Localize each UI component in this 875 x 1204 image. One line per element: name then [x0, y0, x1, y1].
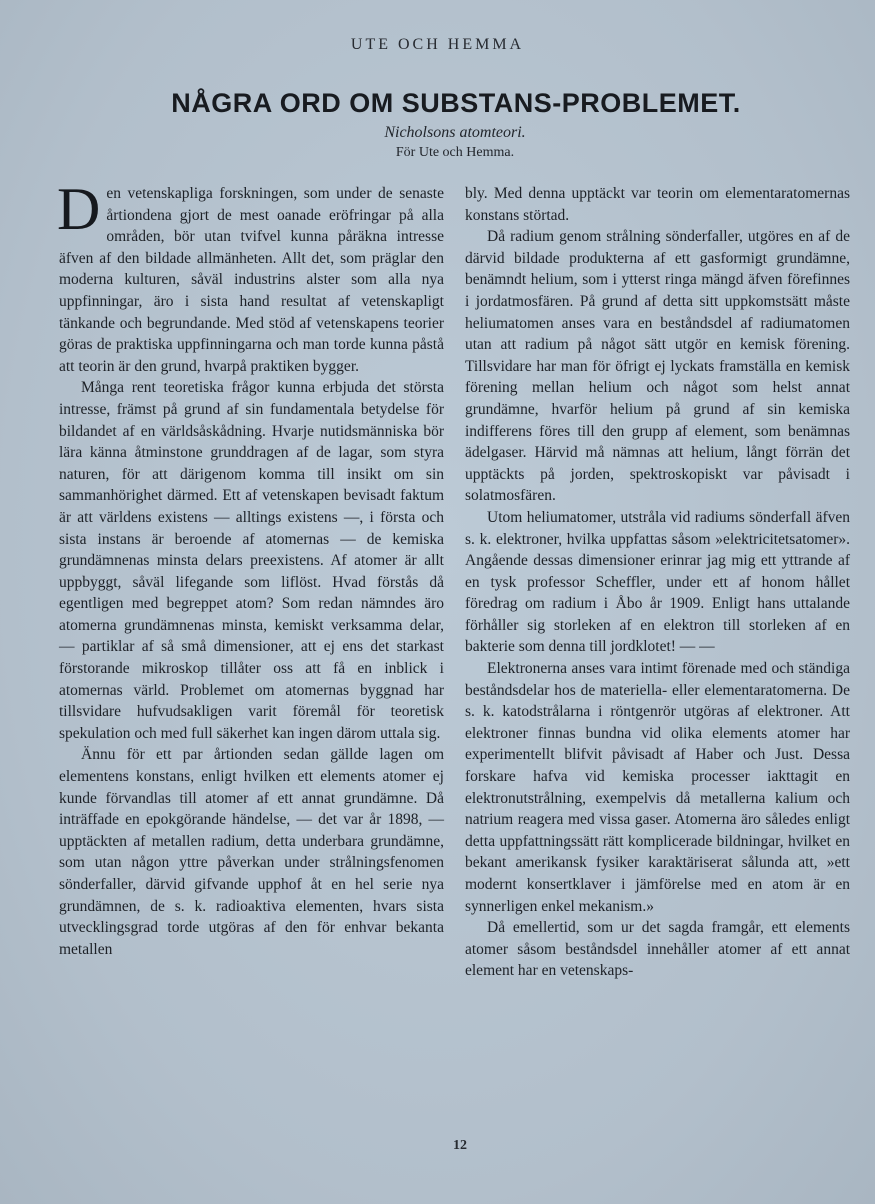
- paragraph: Ännu för ett par årtionden sedan gällde lagen om elementens konstans, enligt hvilken ett elements atomer ej kunde förvandlas till atomer af ett annat grundämne. Då inträffade en epokgörande händelse, — det var år 1898, — upptäckten af metallen radium, detta underbara grundämne, som utan någon yttre påverkan under strålningsfenomen sönderfaller, därvid gifvande upphof åt en hel serie nya grundämnen, de s. k. radioaktiva elementen, hvars sista utvecklingsgrad torde utgöras af den för enhvar bekanta metallen: [59, 746, 444, 958]
- article-title: NÅGRA ORD OM SUBSTANS-PROBLEMET.: [171, 88, 741, 118]
- article-byline: För Ute och Hemma.: [395, 145, 515, 160]
- paragraph: Då radium genom strålning sönderfaller, utgöres en af de därvid bildade produkterna af ett gasformigt grundämne, benämndt helium, som i ytterst ringa mängd äfven förefinnes i jordatmosfären. På grund af detta sitt uppkomstsätt måste heliumatomen anses vara en beståndsdel af radiumatomen utan att radium på något sätt utgör en kemisk förening. Tillsvidare har man för öfrigt ej lyckats framställa en kemisk förening mellan helium och något som helst annat grundämne, hvarför helium på grund af sin kemiska indifferens föres till den grupp af element, som benämnas ädelgaser. Härvid må nämnas att helium, långt förrän det upptäckts på jorden, spektroskopiskt var påvisadt i solatmosfären.: [465, 228, 850, 505]
- paragraph: bly. Med denna upptäckt var teorin om elementaratomernas konstans störtad.: [465, 185, 850, 224]
- paragraph: [57, 176, 444, 377]
- paragraph: Många rent teoretiska frågor kunna erbjuda det största intresse, främst på grund af sin fundamentala betydelse för bildandet af en världsåskådning. Hvarje nutidsmänniska bör lära känna åtminstone grunddragen af de lagar, som styra naturen, för att därigenom komma till insikt om sin sammanhörighet därmed. Ett af vetenskapen bevisadt faktum är att världens existens — alltings existens —, i första och sista instans är beroende af atomernas — de kemiska grundämnenas minsta delars preexistens. Af atomer är allt uppbyggt, såväl lifegande som liflöst. Hvad förstås då egentligen med begreppet atom? Som redan nämndes äro atomerna grundämnenas minsta, kemiskt verksamma delar, — partiklar af så små dimensioner, att ej ens det starkast förstorande mikroskop tillåter oss att få en inblick i atomernas värld. Problemet om atomernas byggnad har tillsvidare hufvudsakligen varit föremål för teoretisk spekulation och med full säkerhet kan ingen därom uttala sig.: [59, 379, 444, 742]
- text-column-right: [465, 183, 850, 1123]
- text-column-left: [57, 176, 444, 1123]
- drop-cap: D: [57, 176, 101, 242]
- paragraph-text: en vetenskapliga forskningen, som under de senaste årtiondena gjort de mest oanade eröfringar på alla områden, bör utan tvifvel kunna påräkna intresse äfven af den bildade allmänheten. Allt det, som präglar den moderna kulturen, såväl industrins alster som alla nya uppfinningar, äro i sista hand resultat af vetenskapligt tänkande och begrundande. Med stöd af vetenskapens teorier göras de praktiska uppfinningarna och man torde kunna påstå att teorin är den grund, hvarpå praktiken bygger.: [59, 185, 444, 375]
- running-head: UTE OCH HEMMA: [350, 36, 525, 53]
- paragraph: Utom heliumatomer, utstråla vid radiums sönderfall äfven s. k. elektroner, hvilka uppfattas såsom »elektricitetsatomer». Angående dessas dimensioner erinrar jag mig ett yttrande af en tysk professor Scheffler, under ett af honom hållet föredrag om radium i Åbo år 1909. Enligt hans uttalande förhåller sig storleken af en elektron till storleken af en bakterie som denna till jordklotet! — —: [465, 508, 850, 656]
- paragraph: Elektronerna anses vara intimt förenade med och ständiga beståndsdelar hos de materiella- eller elementaratomerna. De s. k. katodstrålarna i röntgenrör utgöras af elektroner. Att elektroner finnas bundna vid olika elements atomer har experimentellt blifvit påvisadt af Haber och Just. Dessa forskare hafva vid kemiska processer iakttagit en elektronutstrålning, exempelvis då metallerna kalium och natrium reagera med vissa gaser. Atomerna äro således enligt detta uppfattningssätt rätt komplicerade bildningar, hvilket en bekant amerikansk fysiker karaktäriserat sålunda att, »ett modernt konsertklaver i jämförelse med en atom är en synnerligen enkel mekanism.»: [465, 660, 850, 915]
- article-subtitle: Nicholsons atomteori.: [384, 124, 526, 141]
- paragraph: Då emellertid, som ur det sagda framgår, ett elements atomer såsom beståndsdel innehåller atomer af ett annat element har en vetenskaps-: [465, 919, 850, 980]
- page-number: 12: [453, 1138, 467, 1153]
